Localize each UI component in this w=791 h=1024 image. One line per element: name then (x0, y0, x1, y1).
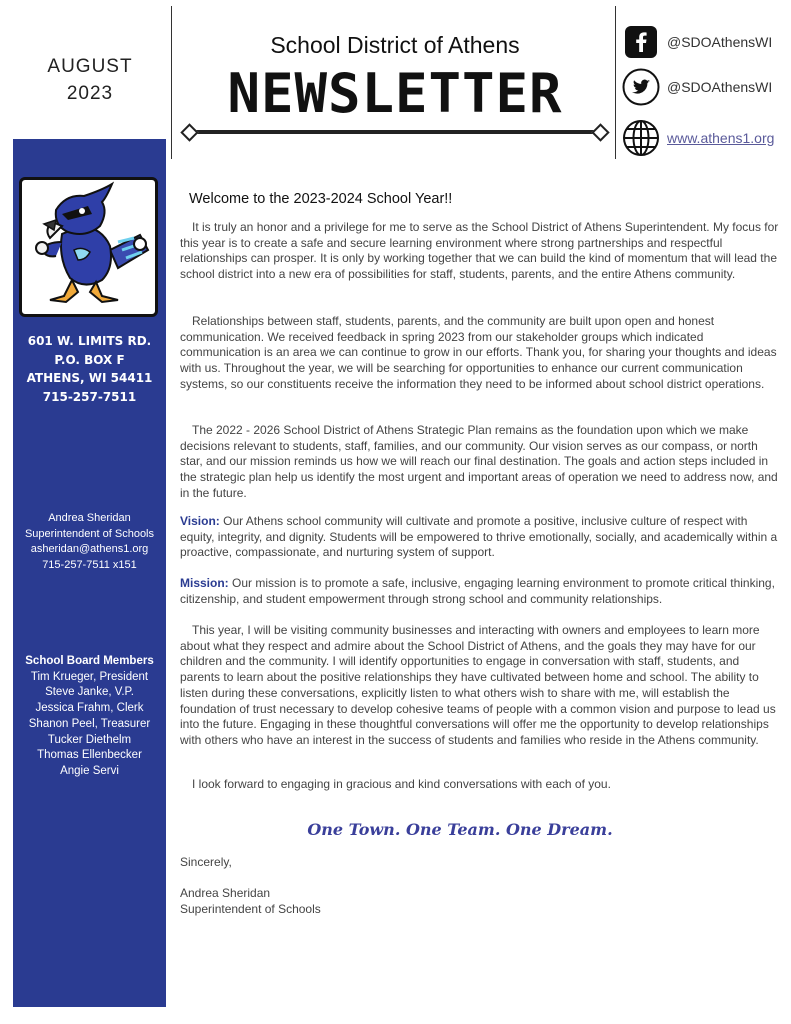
paragraph-strategic-plan: The 2022 - 2026 School District of Athens Strategic Plan remains as the foundation upon which we make decisions relevant to students, staff, families, and our community. Our vision serves as our compass, or north star, and our mission reminds us how we will reach our final destination. The goals and action steps included in the strategic plan help us identify the most urgent and important areas of operation we need to address now, and in the future. (180, 423, 778, 500)
newsletter-title: NEWSLETTER (227, 62, 563, 125)
contact-name: Andrea Sheridan (48, 512, 131, 524)
social-twitter[interactable] (622, 68, 772, 106)
paragraph-community-visits: This year, I will be visiting community businesses and interacting with owners and employees to learn more about what they respect and admire about the School District of Athens, and the goals they may have for our children and the community. I will identify opportunities to engage in conversation with staff, students, and parents to learn about the positive relationships they have cultivated between home and school. The ability to listen during these conversations, explicitly listen to what others wish to share with me, will establish the foundation of trust necessary to develop cohesive teams of people with a common vision and purpose to lead us into the future. Engaging in these thoughtful conversations will offer me the opportunity to develop relationships with others who have an interest in the success of students and families who reside in the Athens community. (180, 623, 776, 747)
district-motto: One Town. One Team. One Dream. (307, 820, 613, 839)
mission-label: Mission: (180, 576, 229, 590)
contact-email[interactable]: asheridan@athens1.org (30, 543, 149, 555)
signature-block (180, 855, 321, 918)
sidebar (13, 139, 166, 1007)
date-year: 2023 (66, 83, 114, 104)
paragraph-communication: Relationships between staff, students, parents, and the community are built upon open and honest communication. We received feedback in spring 2023 from our stakeholder groups which indicated communication is an area we can continue to grow in our efforts. Thank you, for sharing your thoughts and ideas with us. Throughout the year, we will be searching for opportunities to enhance our current communication systems, so our constituents receive the information they need to be informed about school district operations. (180, 314, 777, 391)
title-rule (190, 130, 600, 134)
board-member: Tucker Diethelm (47, 733, 132, 746)
signer-name: Andrea Sheridan (180, 886, 271, 901)
rule-diamond-right (591, 123, 609, 141)
signer-title: Superintendent of Schools (180, 902, 321, 917)
mission-text: Our mission is to promote a safe, inclusive, engaging learning environment to promote critical thinking, citizenship, and student empowerment through strong school and community relationships. (180, 576, 775, 606)
twitter-icon (622, 68, 660, 106)
board-member: Steve Janke, V.P. (45, 686, 134, 699)
address-phone: 715-257-7511 (42, 389, 137, 404)
board-member: Angie Servi (60, 764, 119, 777)
social-website[interactable] (622, 119, 774, 157)
paragraph-vision (180, 514, 780, 561)
paragraph-intro: It is truly an honor and a privilege for me to serve as the School District of Athens Superintendent. My focus for this year is to create a safe and secure learning environment where strong partnerships and respectful relationships can prosper. It is only by working together that we can build the kind of momentum that will lead the school district into a new era of possibilities for staff, students, parents, and the entire Athens community. (180, 220, 779, 282)
vision-text: Our Athens school community will cultivate and promote a positive, inclusive culture of respect with equity, integrity, and dignity. Students will be empowered to thrive emotionally, socially, and academically within a proactive, compassionate, and nurturing system of support. (180, 514, 778, 560)
welcome-heading: Welcome to the 2023-2024 School Year!! (189, 191, 453, 207)
twitter-handle: @SDOAthensWI (667, 79, 773, 95)
blue-jay-mascot-icon (22, 180, 155, 314)
paragraph-closing: I look forward to engaging in gracious and kind conversations with each of you. (192, 777, 611, 791)
board-member: Jessica Frahm, Clerk (35, 702, 144, 715)
newsletter-date (20, 53, 160, 107)
date-month: AUGUST (47, 56, 133, 77)
header-divider-right (615, 6, 616, 159)
school-board (13, 654, 166, 780)
website-link[interactable]: www.athens1.org (667, 130, 775, 146)
district-address (13, 332, 166, 406)
superintendent-contact (13, 511, 166, 573)
mascot-logo (19, 177, 158, 317)
address-pobox: P.O. BOX F (54, 352, 125, 367)
board-member: Tim Krueger, President (30, 670, 149, 683)
social-facebook[interactable] (622, 23, 772, 61)
vision-label: Vision: (180, 514, 220, 528)
paragraph-mission (180, 576, 780, 607)
address-street: 601 W. LIMITS RD. (27, 334, 152, 348)
facebook-icon (622, 23, 660, 61)
address-city: ATHENS, WI 54411 (26, 371, 153, 385)
contact-title: Superintendent of Schools (24, 527, 155, 540)
board-member: Thomas Ellenbecker (37, 749, 142, 762)
closing: Sincerely, (180, 855, 232, 869)
globe-icon (622, 119, 660, 157)
board-member: Shanon Peel, Treasurer (28, 717, 151, 730)
rule-diamond-left (180, 123, 198, 141)
header-divider-left (171, 6, 172, 159)
board-heading: School Board Members (25, 655, 154, 667)
district-name: School District of Athens (270, 32, 520, 58)
facebook-handle: @SDOAthensWI (667, 34, 773, 50)
contact-phone: 715-257-7511 x151 (42, 558, 137, 571)
